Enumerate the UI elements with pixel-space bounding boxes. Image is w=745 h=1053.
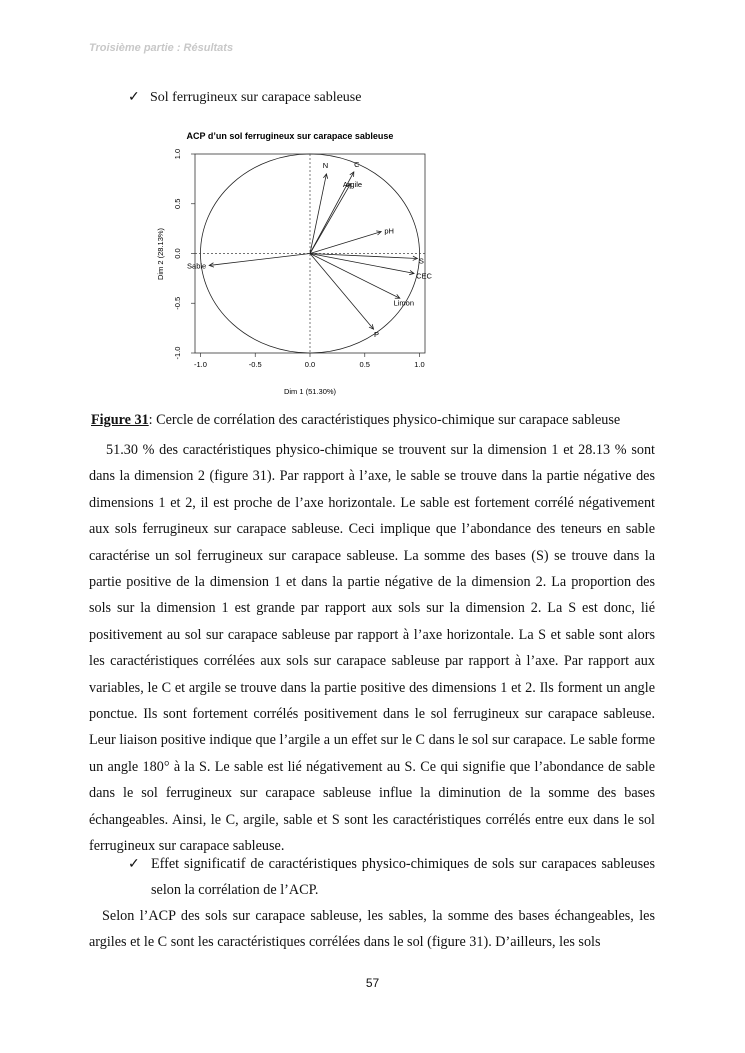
arrow-n (310, 174, 326, 254)
variable-label-c: C (354, 159, 360, 169)
chart-title: ACP d’un sol ferrugineux sur carapace sableuse (186, 131, 394, 141)
body-paragraph: 51.30 % des caractéristiques physico-chimique se trouvent sur la dimension 1 et 28.13 % sont dans la dimension 2 (figure 31). Par rapport à l’axe, le sable se trouve dans la partie négative des dimensions 1 et 2, il est proche de l’axe horizontale. Le sable est fortement corrélé négativement aux sols ferrugineux sur carapace sableuse. Ceci implique que l’abondance des teneurs en sable caractérise un sol ferrugineux sur carapace sableuse. La somme des bases (S) se trouve dans la partie positive de la dimension 1 et dans la partie négative de la dimension 2. La proportion des sols sur la dimension 1 est grande par rapport aux sols sur la dimension 2. La S est donc, lié positivement au sol sur carapace sableuse par rapport à l’axe horizontale. La S et sable sont alors les caractéristiques corrélées aux sols sur carapace sableuse par rapport à l’axe. Par rapport aux variables, le C et argile se trouve dans la partie positive des dimensions 1 et 2. Ils forment un angle ponctue. Ils sont fortement corrélés positivement dans le sol ferrugineux sur carapace sableuse. Leur liaison positive indique que l’argile a un effet sur le C dans le sol sur carapace. Le sable forme un angle 180° à la S. Le sable est lié négativement au S. Ce qui signifie que l’abondance de sable dans le sol ferrugineux sur carapace sableuse influe la diminution de la somme des bases échangeables. Ainsi, le C, argile, sable et S sont les caractéristiques corrélés entre eux dans le sol ferrugineux sur carapace sableuse. (89, 442, 655, 855)
y-tick-label: 0.0 (173, 248, 182, 259)
arrow-s (310, 254, 417, 259)
variable-label-n: N (322, 160, 329, 170)
variable-label-cec: CEC (416, 271, 432, 281)
figure-caption-text: : Cercle de corrélation des caractéristiques physico-chimique sur carapace sableuse (148, 412, 621, 428)
page-number: 57 (365, 976, 380, 990)
pca-chart-svg (150, 124, 440, 402)
figure-caption (91, 412, 620, 429)
running-head: Troisième partie : Résultats (89, 42, 234, 54)
variable-label-ph: pH (384, 226, 394, 236)
x-tick-label: 1.0 (414, 360, 425, 369)
y-tick-label: -1.0 (173, 346, 182, 360)
variable-label-p: P (374, 330, 380, 340)
x-axis-label: Dim 1 (51.30%) (283, 387, 337, 396)
variable-label-argile: Argile (342, 179, 363, 189)
figure-label: Figure 31 (91, 412, 149, 428)
arrow-limon (310, 254, 400, 299)
pca-chart (150, 124, 440, 402)
variable-label-s: S (418, 256, 424, 266)
checkmark-icon: ✓ (128, 90, 140, 105)
arrow-p (310, 254, 374, 330)
section-bullet (128, 88, 361, 108)
y-tick-label: -0.5 (173, 296, 182, 310)
section-bullet-text: Effet significatif de caractéristiques physico-chimiques de sols sur carapaces sableuses selon la corrélation de l’ACP. (151, 856, 655, 898)
x-tick-label: -1.0 (194, 360, 207, 369)
x-tick-label: 0.5 (359, 360, 370, 369)
y-tick-label: 1.0 (173, 148, 182, 160)
arrow-sable (209, 254, 310, 266)
x-tick-label: -0.5 (248, 360, 262, 369)
section-bullet (128, 851, 655, 903)
body-paragraph: Selon l’ACP des sols sur carapace sableuse, les sables, la somme des bases échangeables, les argiles et le C sont les caractéristiques corrélées dans le sol (figure 31). D’ailleurs, les sols (89, 908, 655, 951)
checkmark-icon: ✓ (128, 856, 140, 872)
section-bullet-text: Sol ferrugineux sur carapace sableuse (150, 90, 362, 105)
arrow-cec (310, 254, 414, 274)
x-tick-label: 0.0 (304, 360, 316, 369)
y-axis-label: Dim 2 (28.13%) (156, 227, 165, 281)
variable-label-sable: Sable (187, 261, 207, 271)
y-tick-label: 0.5 (173, 198, 182, 209)
variable-label-limon: Limon (393, 298, 415, 308)
